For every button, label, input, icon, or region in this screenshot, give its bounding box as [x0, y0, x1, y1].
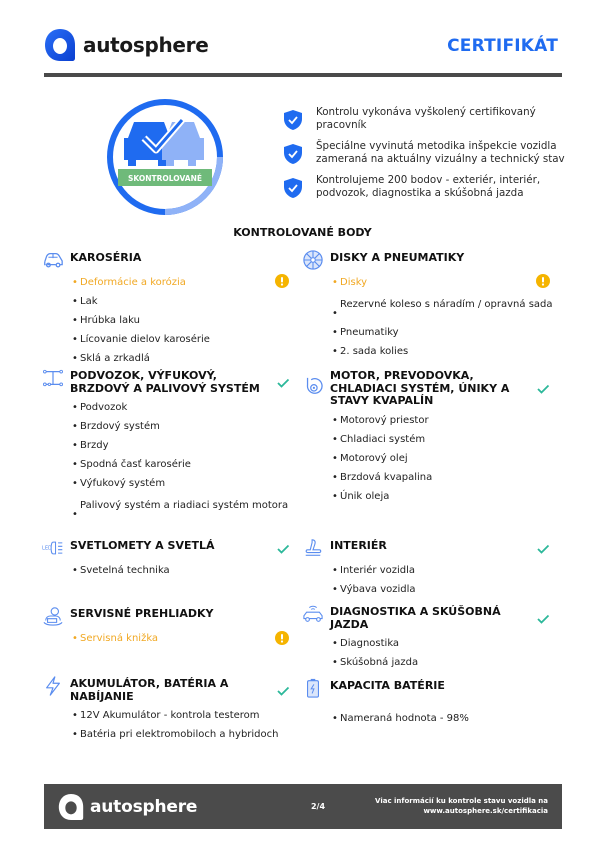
list-item: • Skúšobná jazda [332, 657, 419, 668]
list-item: • Chladiaci systém [332, 433, 426, 445]
list-item: • Brzdová kvapalina [332, 471, 433, 483]
group-podvozok [42, 368, 302, 525]
intro-item [284, 140, 569, 166]
group-diagnostika [302, 604, 562, 673]
intro-text: Kontrolu vykonáva vyškolený certifikovaný pracovník [316, 106, 536, 131]
intro-item [284, 106, 569, 132]
list-item: • Podvozok [72, 402, 128, 413]
car-seat-icon [302, 538, 324, 558]
list-item: • Motorový olej [332, 452, 408, 464]
list-item: • Rezervné koleso s náradím / opravná sada [332, 299, 553, 319]
group-title: DISKY A PNEUMATIKY [330, 251, 465, 264]
shield-check-icon [284, 110, 302, 130]
list-item: • Disky [332, 277, 368, 288]
document-title: CERTIFIKÁT [447, 36, 558, 56]
turbo-icon [302, 376, 324, 396]
group-title: PODVOZOK, VÝFUKOVÝ, BRZDOVÝ A PALIVOVÝ SYSTÉM [70, 369, 260, 395]
group-servis [42, 606, 302, 649]
list-item: • Únik oleja [332, 490, 390, 502]
brand-logo [44, 28, 209, 62]
list-item: • Lícovanie dielov karosérie [72, 334, 210, 345]
list-item: • Deformácie a korózia [72, 277, 186, 288]
check-icon [276, 542, 290, 556]
check-icon [536, 542, 550, 556]
intro-list [284, 106, 569, 208]
page-header [44, 28, 562, 66]
list-item: • Výbava vozidla [332, 584, 416, 595]
group-disky [302, 250, 562, 362]
warning-icon [536, 274, 550, 288]
group-title: AKUMULÁTOR, BATÉRIA A NABÍJANIE [70, 677, 229, 703]
shield-check-icon [284, 144, 302, 164]
car-icon [42, 250, 64, 270]
battery-icon [302, 678, 324, 698]
intro-text: Špeciálne vyvinutá metodika inšpekcie vozidla zameraná na aktuálny vizuálny a technický stav [316, 140, 565, 165]
header-divider [44, 73, 562, 77]
group-title: KAROSÉRIA [70, 251, 142, 264]
check-icon [276, 684, 290, 698]
list-item: • Lak [72, 296, 98, 307]
list-item: • Palivový systém a riadiaci systém motora [72, 500, 289, 520]
group-title: SVETLOMETY A SVETLÁ [70, 539, 215, 552]
page-footer [44, 784, 562, 829]
warning-icon [275, 274, 289, 288]
list-item: • Brzdový systém [72, 421, 160, 432]
list-item: • Spodná časť karosérie [72, 459, 191, 470]
group-svetla [42, 538, 302, 581]
list-item: • Interiér vozidla [332, 565, 416, 576]
inspected-badge-icon [106, 98, 224, 216]
check-icon [276, 376, 290, 390]
group-akumulator [42, 676, 302, 745]
warning-icon [275, 631, 289, 645]
autosphere-logo-icon [44, 28, 76, 62]
brand-name: autosphere [83, 33, 209, 57]
group-title: MOTOR, PREVODOVKA, CHLADIACI SYSTÉM, ÚNIKY A STAVY KVAPALÍN [330, 369, 510, 407]
list-item: • Batéria pri elektromobiloch a hybridoch [72, 729, 279, 740]
intro-item [284, 174, 569, 200]
list-item: • Diagnostika [332, 638, 400, 649]
list-item: • Brzdy [72, 440, 109, 451]
group-motor [302, 368, 562, 507]
service-icon [42, 606, 64, 626]
list-item: • Výfukový systém [72, 478, 166, 489]
group-title: KAPACITA BATÉRIE [330, 679, 445, 692]
group-title: SERVISNÉ PREHLIADKY [70, 607, 214, 620]
list-item: • Servisná knižka [72, 633, 159, 644]
intro-text: Kontrolujeme 200 bodov - exteriér, interiér, podvozok, diagnostika a skúšobná jazda [316, 174, 541, 199]
footer-brand-name: autosphere [90, 797, 198, 817]
list-item: • 2. sada kolies [332, 346, 409, 357]
lightning-icon [42, 676, 64, 696]
led-headlight-icon [42, 538, 64, 558]
footer-info-line1: Viac informácií ku kontrole stavu vozidla na [375, 797, 548, 805]
list-item: • Nameraná hodnota - 98% [332, 713, 469, 724]
group-title: INTERIÉR [330, 539, 387, 552]
section-title: KONTROLOVANÉ BODY [233, 226, 372, 239]
footer-info-link[interactable]: www.autosphere.sk/certifikacia [423, 806, 548, 815]
wheel-icon [302, 250, 324, 270]
list-item: • Pneumatiky [332, 327, 399, 338]
list-item: • 12V Akumulátor - kontrola testerom [72, 710, 260, 721]
group-title: DIAGNOSTIKA A SKÚŠOBNÁ JAZDA [330, 605, 501, 631]
list-item: • Svetelná technika [72, 565, 170, 576]
car-diagnostics-icon [302, 604, 324, 624]
list-item: • Motorový priestor [332, 414, 429, 426]
check-icon [536, 612, 550, 626]
list-item: • Sklá a zrkadlá [72, 353, 150, 364]
footer-info [375, 797, 548, 816]
group-kapacita [302, 678, 562, 729]
svg-text:LED: LED [42, 545, 52, 552]
group-interier [302, 538, 562, 600]
check-icon [536, 382, 550, 396]
list-item: • Hrúbka laku [72, 315, 140, 326]
group-karoseria [42, 250, 302, 369]
svg-text:SKONTROLOVANÉ: SKONTROLOVANÉ [128, 174, 202, 183]
chassis-icon [42, 368, 64, 388]
page-number: 2/4 [310, 802, 326, 811]
shield-check-icon [284, 178, 302, 198]
